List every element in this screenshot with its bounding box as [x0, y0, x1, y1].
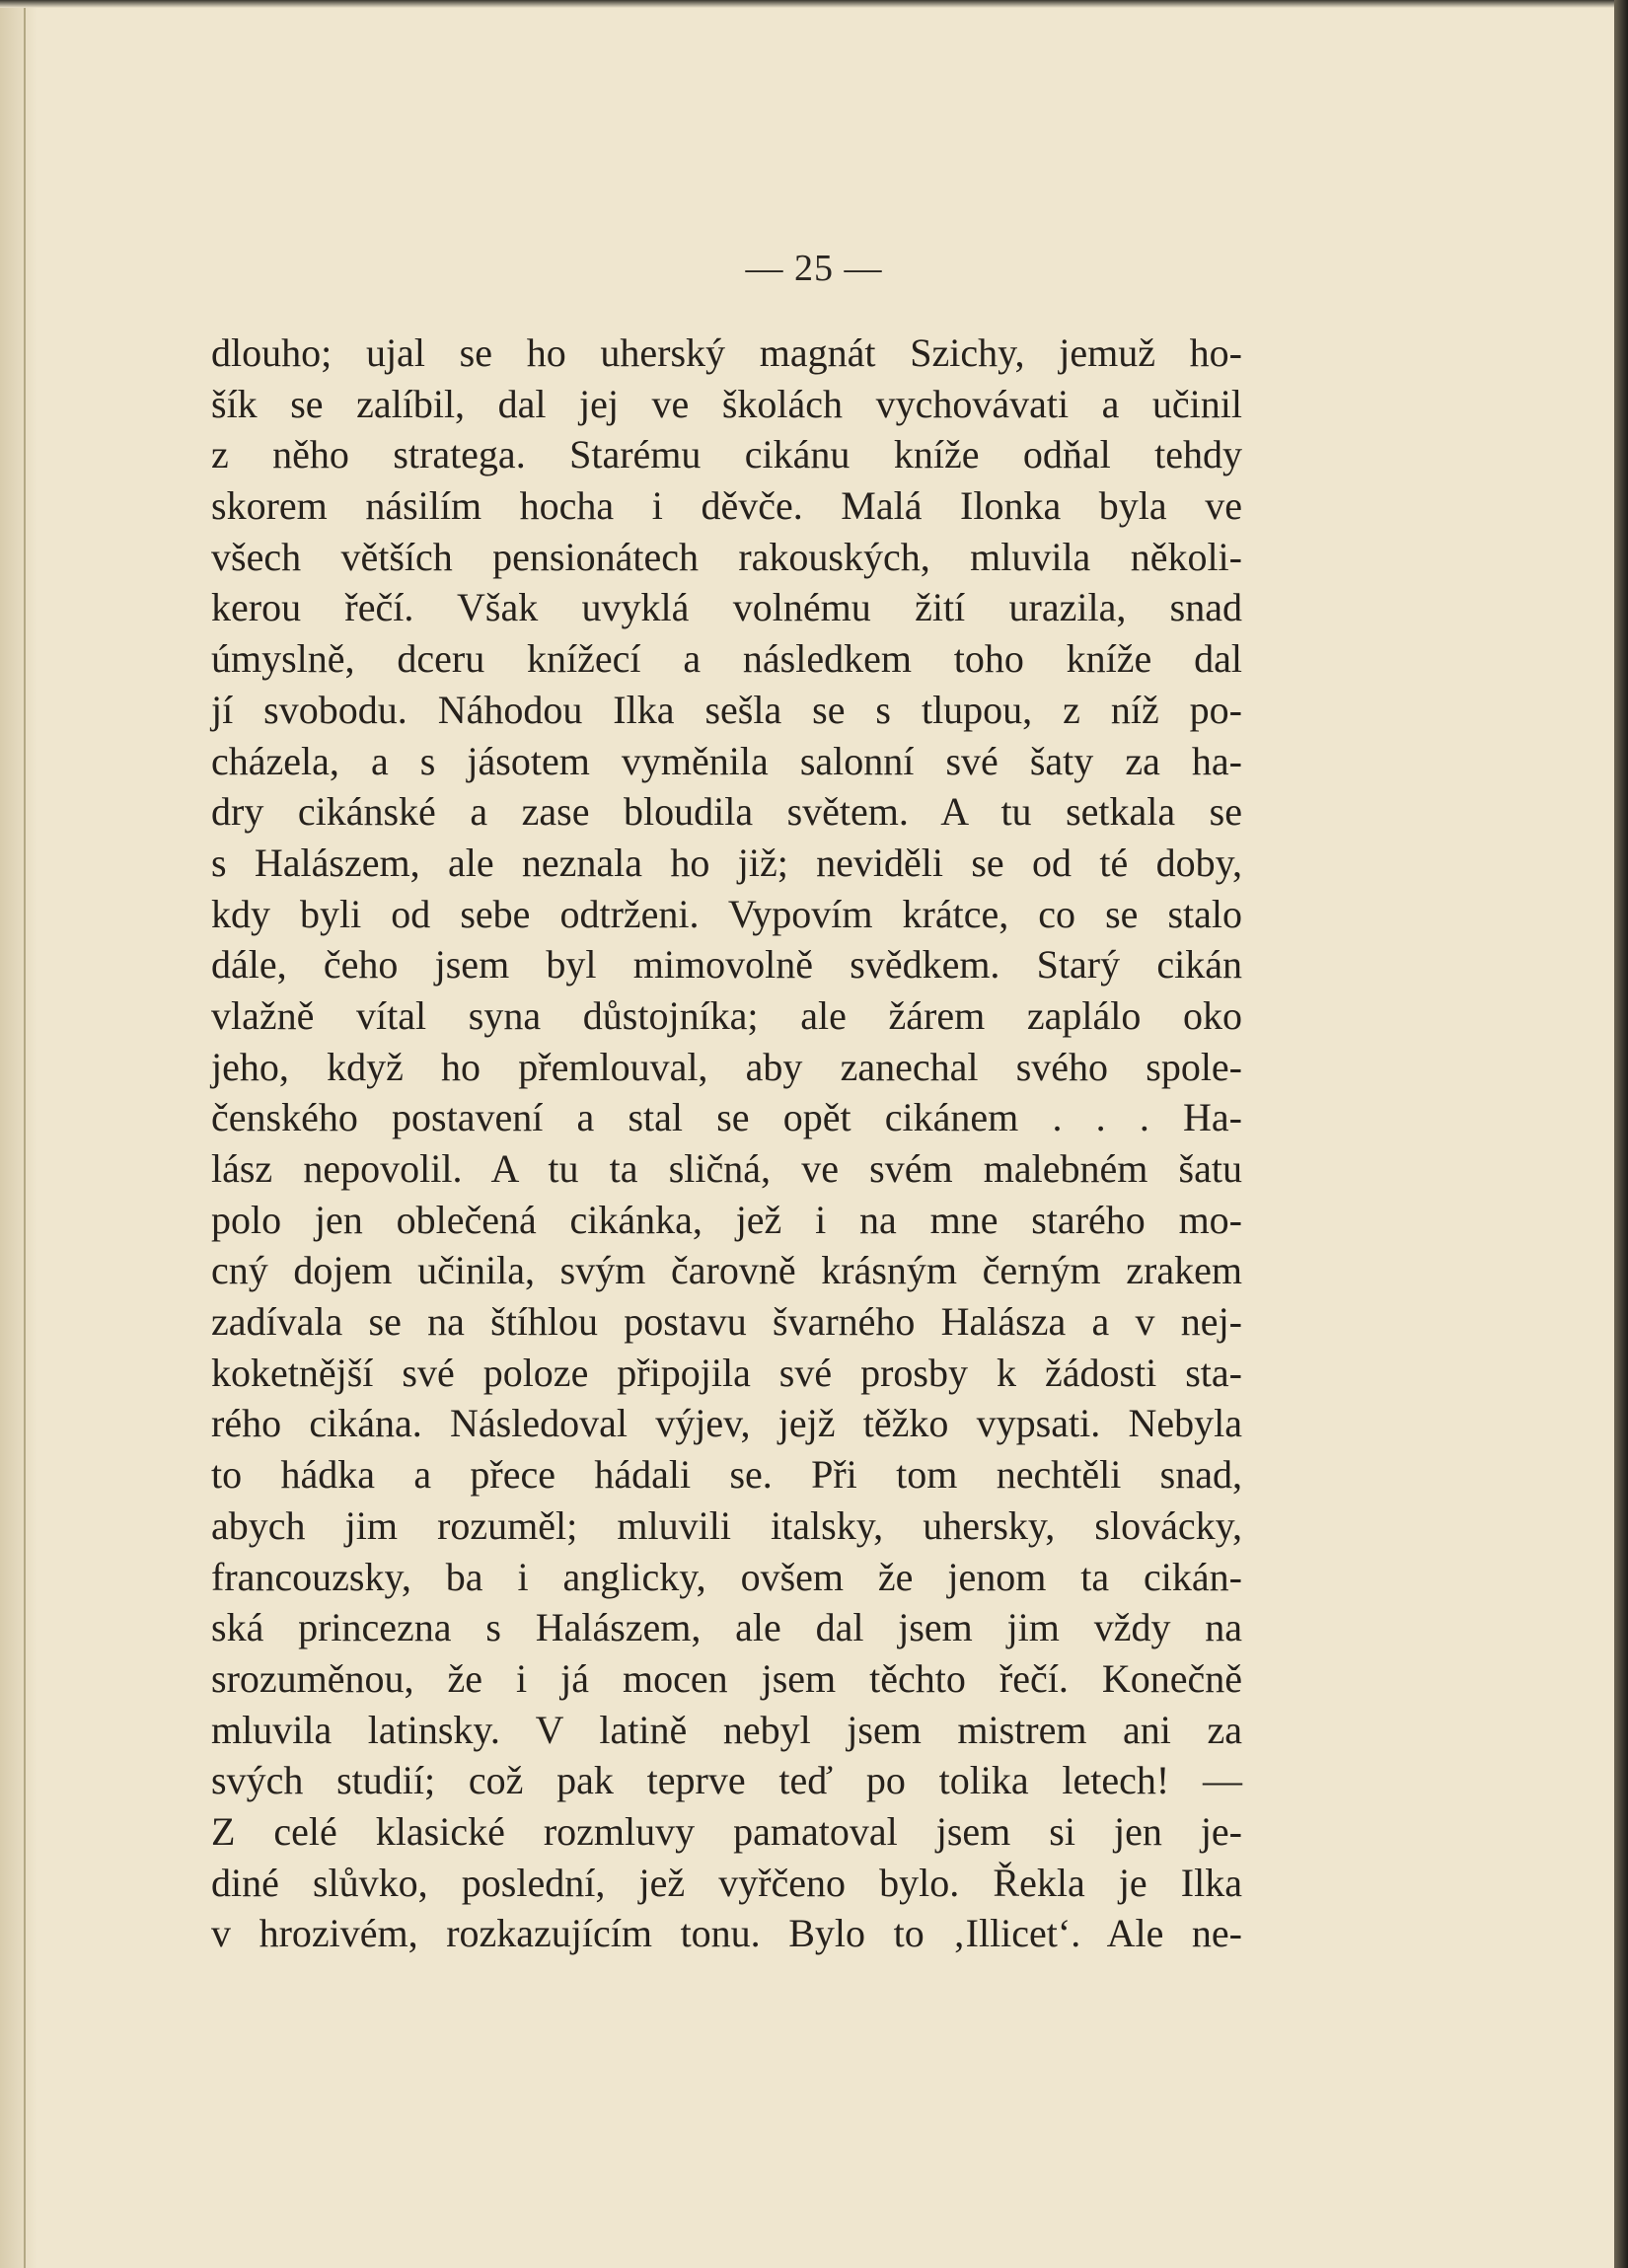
- text-line: cný dojem učinila, svým čarovně krásným černým zrakem: [211, 1248, 1242, 1293]
- text-line: francouzsky, ba i anglicky, ovšem že jenom ta cikán-: [211, 1554, 1242, 1599]
- text-line: dry cikánské a zase bloudila světem. A tu setkala se: [211, 789, 1242, 835]
- text-line: vlažně vítal syna důstojníka; ale žárem zaplálo oko: [211, 992, 1242, 1038]
- text-line: to hádka a přece hádali se. Při tom nechtěli snad,: [211, 1452, 1242, 1498]
- text-line: šík se zalíbil, dal jej ve školách vychovávati a učinil: [211, 381, 1242, 426]
- text-line: dále, čeho jsem byl mimovolně svědkem. Starý cikán: [211, 942, 1242, 988]
- text-line: s Halászem, ale neznala ho již; neviděli se od té doby,: [211, 840, 1242, 885]
- text-line: lász nepovolil. A tu ta sličná, ve svém malebném šatu: [211, 1146, 1242, 1191]
- scan-edge-right: [1614, 0, 1628, 2268]
- text-line: jeho, když ho přemlouval, aby zanechal svého spole-: [211, 1044, 1242, 1089]
- text-line: z něho stratega. Starému cikánu kníže odňal tehdy: [211, 432, 1242, 477]
- text-line: polo jen oblečená cikánka, jež i na mne starého mo-: [211, 1197, 1242, 1242]
- text-line: cházela, a s jásotem vyměnila salonní své šaty za ha-: [211, 738, 1242, 783]
- page-number: — 25 —: [745, 248, 883, 289]
- text-line: dlouho; ujal se ho uherský magnát Szichy, jemuž ho-: [211, 330, 1242, 375]
- text-line: zadívala se na štíhlou postavu švarného Halásza a v nej-: [211, 1299, 1242, 1345]
- text-line: kerou řečí. Však uvyklá volnému žití urazila, snad: [211, 585, 1242, 630]
- text-line: jí svobodu. Náhodou Ilka sešla se s tlupou, z níž po-: [211, 687, 1242, 732]
- text-line: rého cikána. Následoval výjev, jejž těžko vypsati. Nebyla: [211, 1401, 1242, 1446]
- body-text: [211, 328, 1242, 1959]
- text-line: Z celé klasické rozmluvy pamatoval jsem si jen je-: [211, 1808, 1242, 1854]
- text-line: svých studií; což pak teprve teď po tolika letech! —: [211, 1758, 1242, 1803]
- binding-gutter: [0, 0, 37, 2268]
- text-line: srozuměnou, že i já mocen jsem těchto řečí. Konečně: [211, 1655, 1242, 1701]
- scan-edge-top: [0, 0, 1628, 8]
- text-line: v hrozivém, rozkazujícím tonu. Bylo to ‚Illicet‘. Ale ne-: [211, 1911, 1242, 1956]
- text-line: mluvila latinsky. V latině nebyl jsem mistrem ani za: [211, 1707, 1242, 1752]
- text-line: koketnější své poloze připojila své prosby k žádosti sta-: [211, 1350, 1242, 1395]
- text-line: ská princezna s Halászem, ale dal jsem jim vždy na: [211, 1605, 1242, 1650]
- text-line: úmyslně, dceru knížecí a následkem toho kníže dal: [211, 636, 1242, 682]
- text-line: čenského postavení a stal se opět cikánem . . . Ha-: [211, 1095, 1242, 1140]
- text-line: všech větších pensionátech rakouských, mluvila několi-: [211, 534, 1242, 579]
- gutter-line: [24, 0, 26, 2268]
- text-line: skorem násilím hocha i děvče. Malá Ilonka byla ve: [211, 483, 1242, 529]
- text-line: diné slůvko, poslední, jež vyřčeno bylo. Řekla je Ilka: [211, 1860, 1242, 1905]
- text-line: kdy byli od sebe odtrženi. Vypovím krátce, co se stalo: [211, 891, 1242, 936]
- text-line: abych jim rozuměl; mluvili italsky, uhersky, slovácky,: [211, 1502, 1242, 1548]
